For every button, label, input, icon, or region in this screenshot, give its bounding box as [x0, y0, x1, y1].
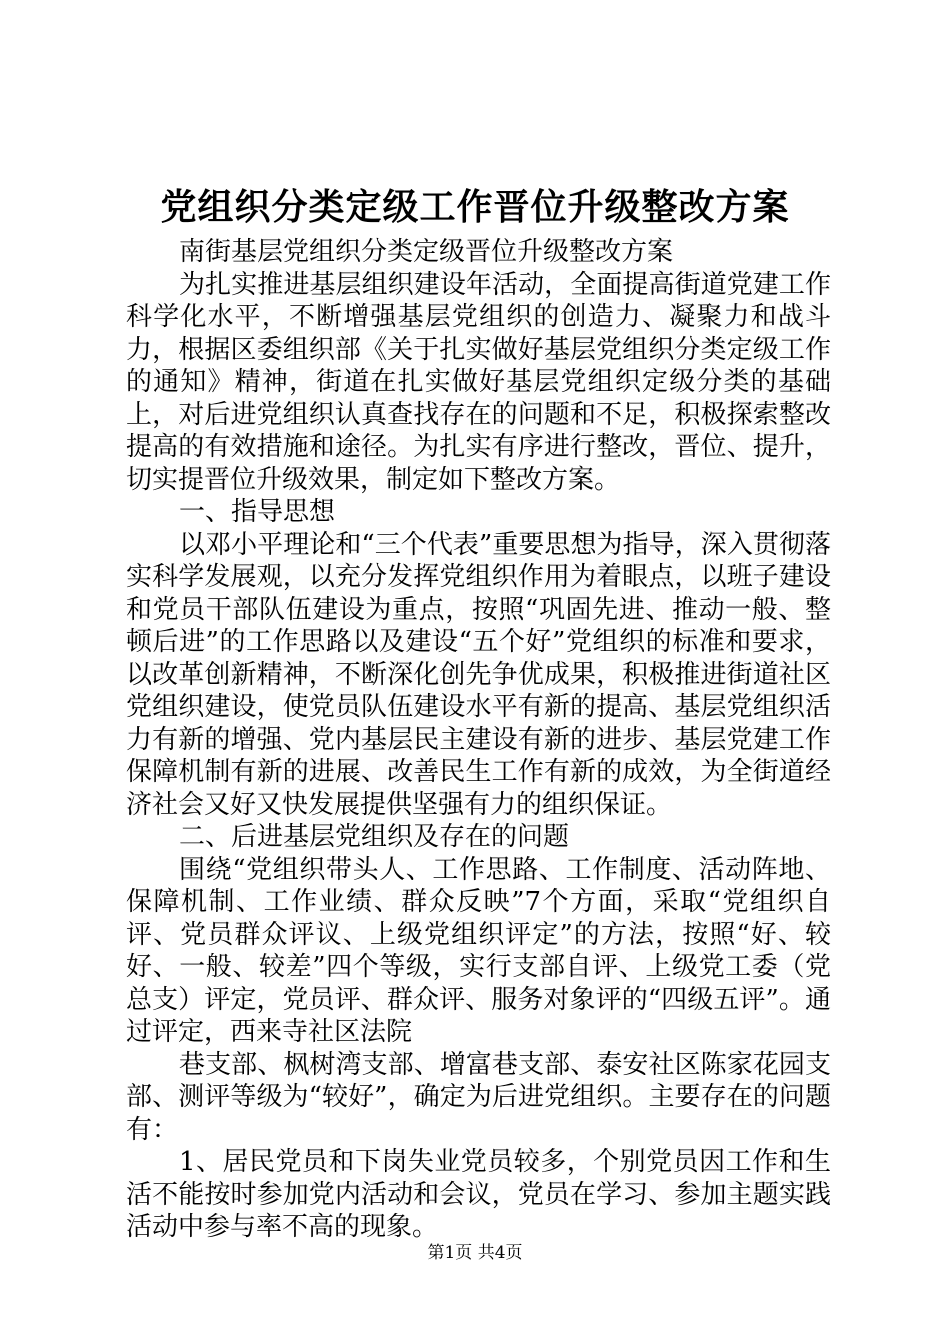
guiding-ideology-paragraph: 以邓小平理论和“三个代表”重要思想为指导，深入贯彻落实科学发展观，以充分发挥党组织作用为着眼点，以班子建设和党员干部队伍建设为重点，按照“巩固先进、推动一般、整顿后进”的工作思路以及建设“五个好”党组织的标准和要求，以改革创新精神，不断深化创先争优成果，积极推进街道社区党组织建设，使党员队伍建设水平有新的提高、基层党组织活力有新的增强、党内基层民主建设有新的进步、基层党建工作保障机制有新的进展、改善民生工作有新的成效，为全街道经济社会又好又快发展提供坚强有力的组织保证。: [126, 529, 831, 820]
page-footer: 第1页 共4页: [427, 1243, 523, 1263]
backward-branches-paragraph: 巷支部、枫树湾支部、增富巷支部、泰安社区陈家花园支部、测评等级为“较好”，确定为后进党组织。主要存在的问题有：: [126, 1049, 831, 1145]
intro-paragraph: 为扎实推进基层组织建设年活动，全面提高街道党建工作科学化水平，不断增强基层党组织的创造力、凝聚力和战斗力，根据区委组织部《关于扎实做好基层党组织分类定级工作的通知》精神，街道在扎实做好基层党组织定级分类的基础上，对后进党组织认真查找存在的问题和不足，积极探索整改提高的有效措施和途径。为扎实有序进行整改，晋位、提升，切实提晋位升级效果，制定如下整改方案。: [126, 269, 831, 495]
section-heading-guiding-ideology: 一、指导思想: [179, 497, 336, 527]
subtitle-paragraph: 南街基层党组织分类定级晋位升级整改方案: [179, 237, 674, 267]
evaluation-paragraph: 围绕“党组织带头人、工作思路、工作制度、活动阵地、保障机制、工作业绩、群众反映”7个方面，采取“党组织自评、党员群众评议、上级党组织评定”的方法，按照“好、较好、一般、较差”四个等级，实行支部自评、上级党工委（党总支）评定，党员评、群众评、服务对象评的“四级五评”。通过评定，西来寺社区法院: [126, 854, 831, 1047]
document-body: [126, 236, 831, 1244]
document-title: 党组织分类定级工作晋位升级整改方案: [160, 186, 790, 228]
problem-item-1: 1、居民党员和下岗失业党员较多，个别党员因工作和生活不能按时参加党内活动和会议，党员在学习、参加主题实践活动中参与率不高的现象。: [126, 1147, 831, 1242]
section-heading-problems: 二、后进基层党组织及存在的问题: [179, 822, 570, 852]
